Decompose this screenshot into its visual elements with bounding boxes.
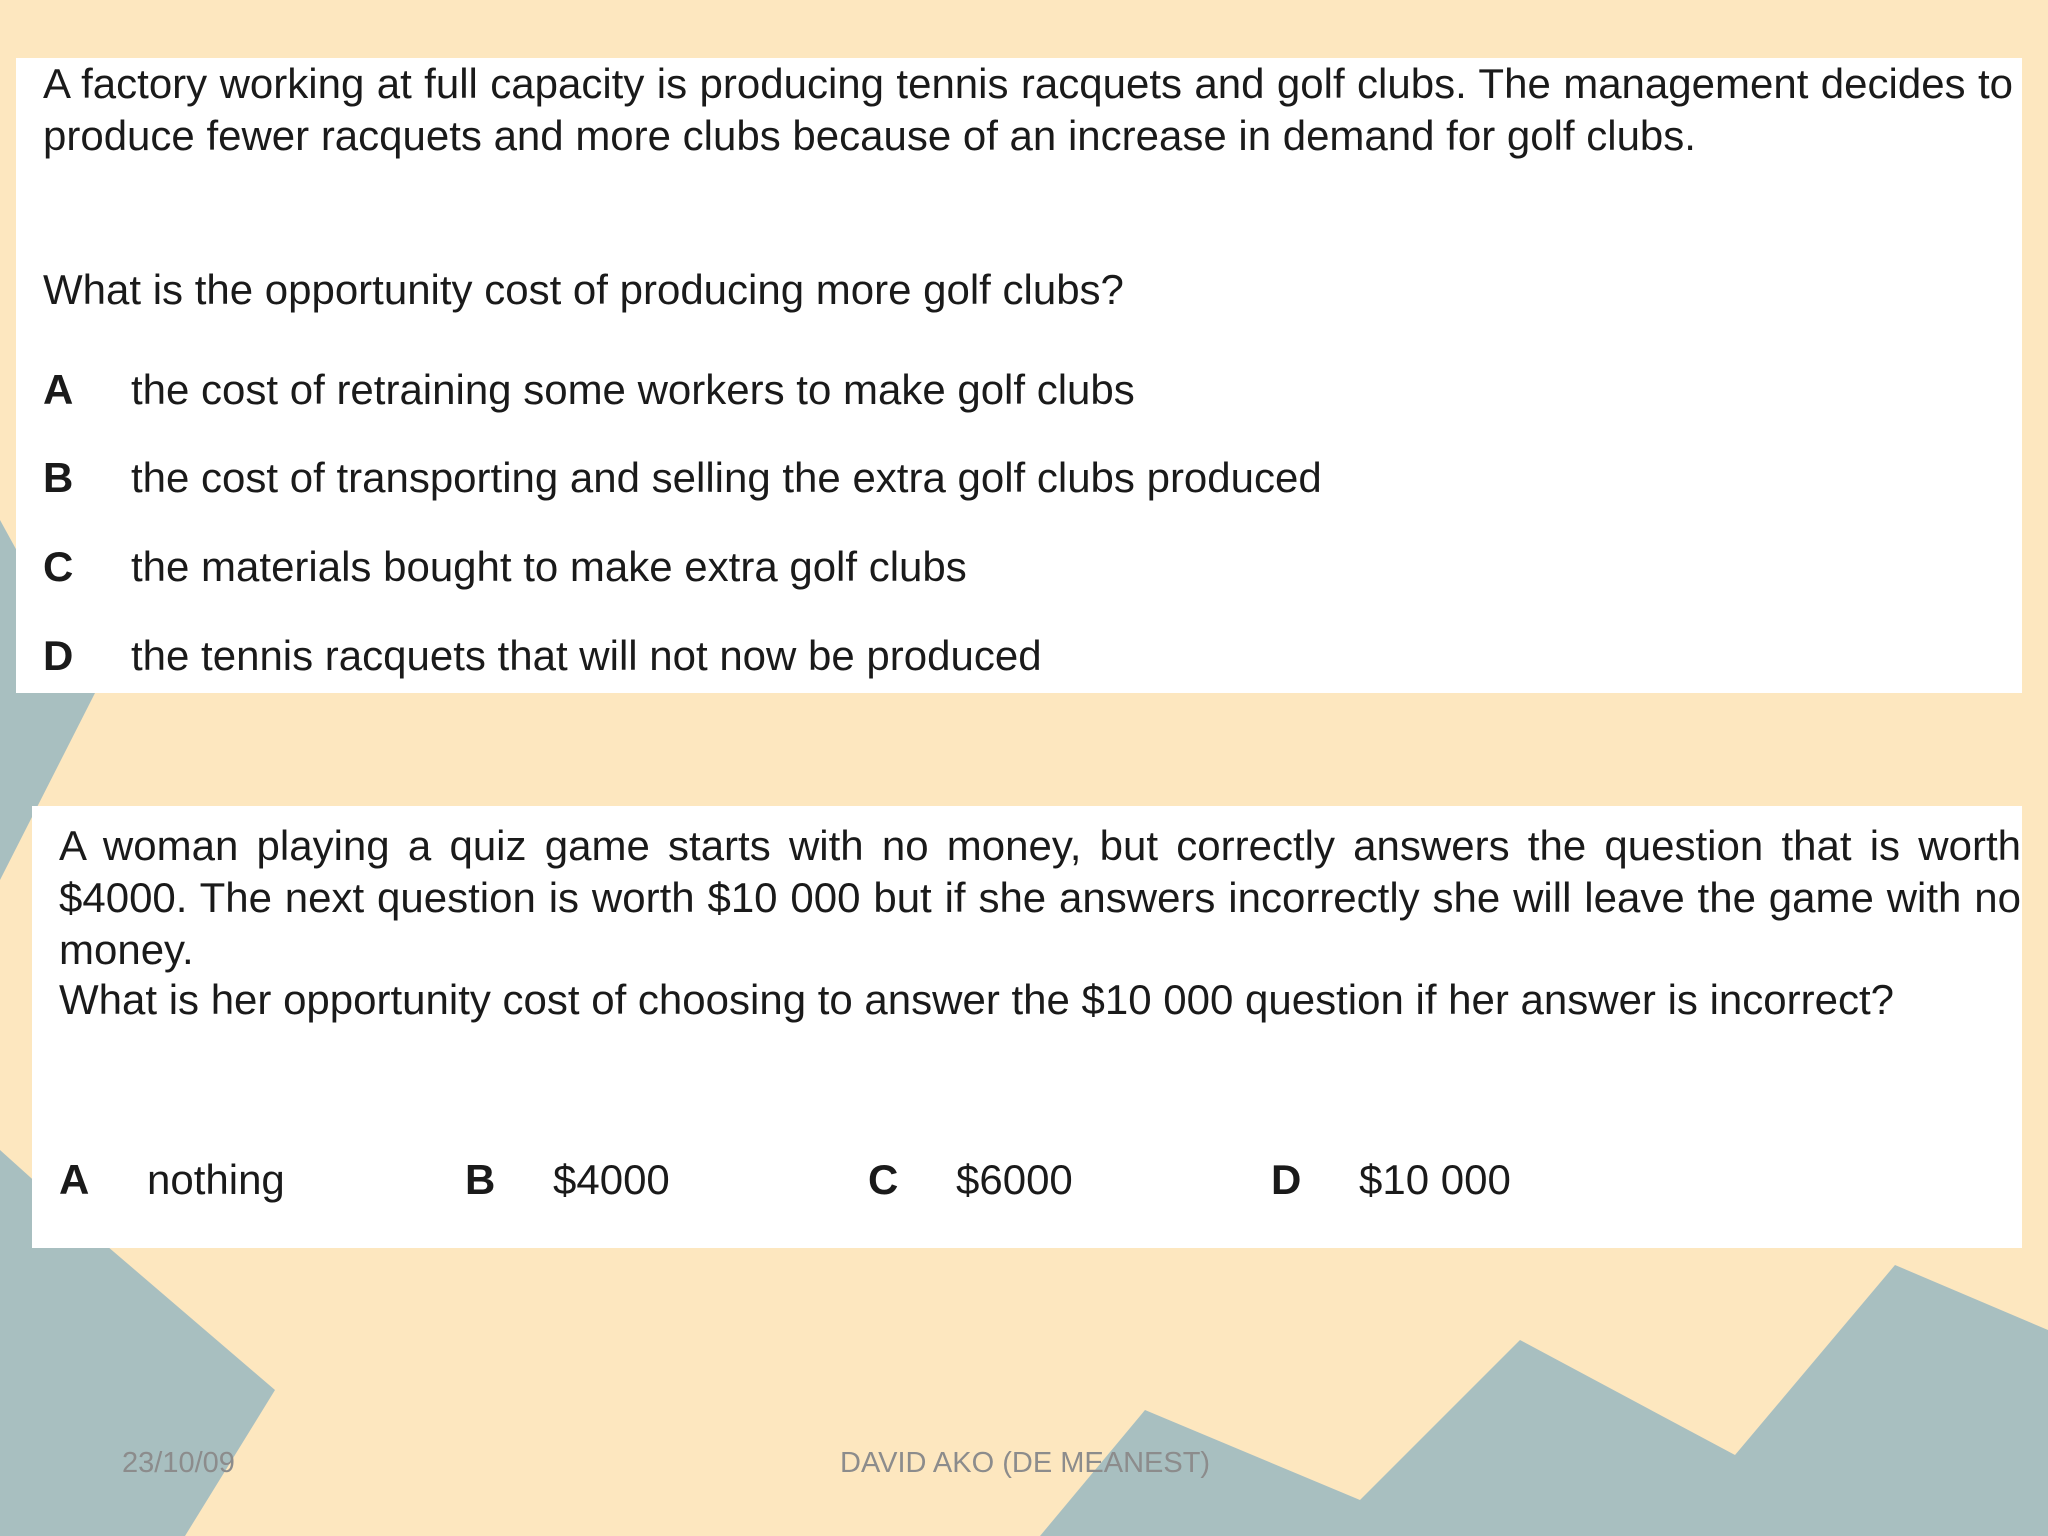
option-text: the cost of transporting and selling the extra golf clubs produced — [131, 454, 1322, 501]
option-letter: D — [1271, 1156, 1302, 1203]
question-2-prompt: What is her opportunity cost of choosing to answer the $10 000 question if her answer is incorrect? — [59, 976, 1894, 1023]
footer-author: DAVID AKO (DE MEANEST) — [840, 1447, 1211, 1479]
option-text: $10 000 — [1359, 1156, 1511, 1203]
question-1-card — [16, 58, 2022, 693]
right-mountain-shape — [1040, 1265, 2048, 1536]
question-2-card — [32, 806, 2022, 1248]
option-text: nothing — [147, 1156, 285, 1203]
footer-date: 23/10/09 — [122, 1447, 235, 1479]
option-letter: C — [868, 1156, 899, 1203]
question-1-stem: A factory working at full capacity is producing tennis racquets and golf clubs. The management decides to produce fewer racquets and more clubs because of an increase in demand for golf clubs. — [43, 60, 2013, 159]
option-text: the tennis racquets that will not now be produced — [131, 632, 1042, 679]
option-letter: B — [465, 1156, 496, 1203]
option-letter: C — [43, 543, 74, 590]
option-text: $4000 — [553, 1156, 670, 1203]
question-2-stem: A woman playing a quiz game starts with no money, but correctly answers the question that is worth $4000. The next question is worth $10 000 but if she answers incorrectly she will leave the game with no money. — [59, 822, 2021, 973]
option-text: the materials bought to make extra golf clubs — [131, 543, 967, 590]
option-letter: A — [43, 366, 74, 413]
option-letter: D — [43, 632, 74, 679]
option-letter: B — [43, 454, 74, 501]
option-text: $6000 — [956, 1156, 1073, 1203]
question-1-prompt: What is the opportunity cost of producing more golf clubs? — [43, 266, 1124, 313]
option-letter: A — [59, 1156, 90, 1203]
option-text: the cost of retraining some workers to make golf clubs — [131, 366, 1135, 413]
